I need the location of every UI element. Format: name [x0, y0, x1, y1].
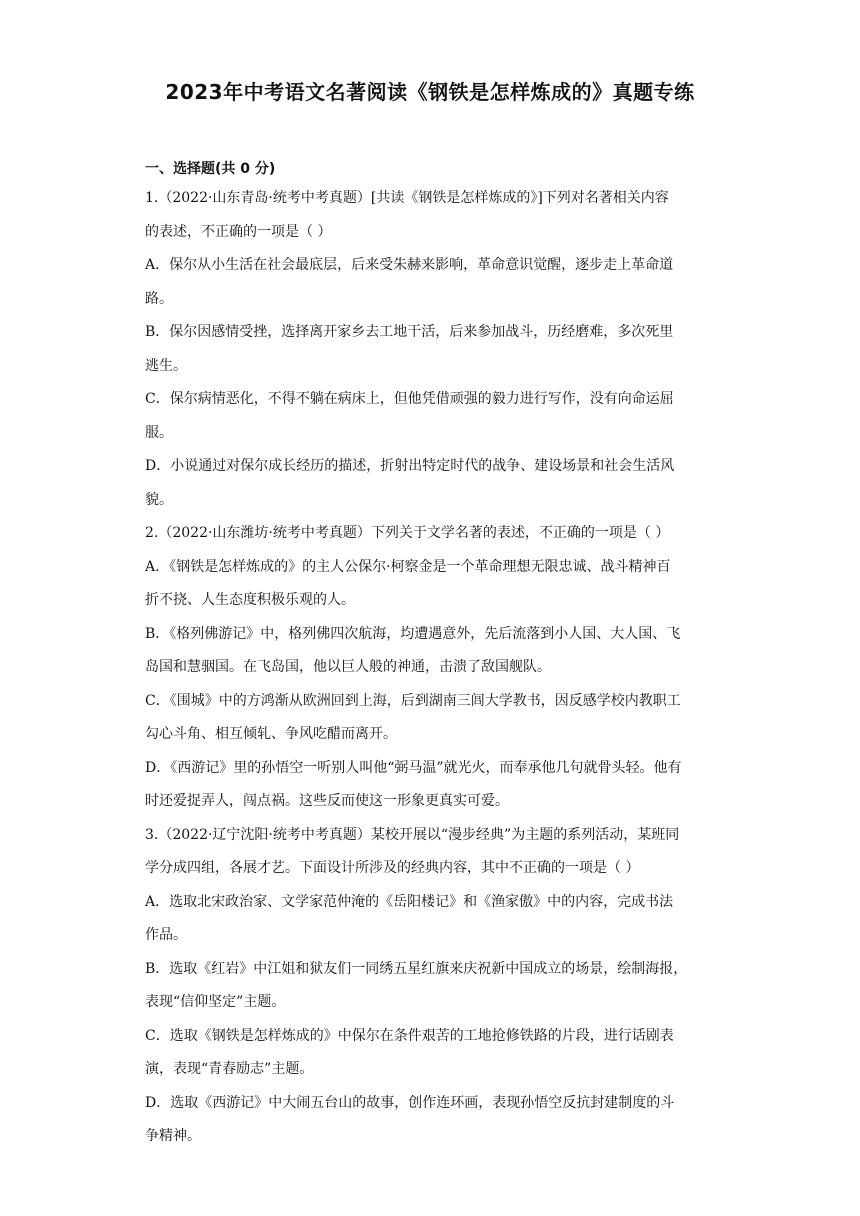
option-b-cont: 岛国和慧骃国。在飞岛国，他以巨人般的神通，击溃了敌国舰队。	[145, 659, 551, 675]
option-c-cont: 勾心斗角、相互倾轧、争风吃醋而离开。	[145, 726, 397, 742]
option-a: A．《钢铁是怎样炼成的》的主人公保尔·柯察金是一个革命理想无限忠诚、战斗精神百	[145, 558, 671, 575]
question-line: 3.（2022·辽宁沈阳·统考中考真题）某校开展以“漫步经典”为主题的系列活动，某班同	[145, 826, 680, 843]
option-a: A．选取北宋政治家、文学家范仲淹的《岳阳楼记》和《渔家傲》中的内容，完成书法	[145, 893, 674, 910]
option-c-cont: 演，表现“青春励志”主题。	[145, 1061, 314, 1077]
option-a-cont: 折不挠、人生态度积极乐观的人。	[145, 592, 355, 608]
option-a-cont: 路。	[145, 290, 173, 307]
option-c-cont: 服。	[145, 424, 173, 441]
question-line: 学分成四组，各展才艺。下面设计所涉及的经典内容，其中不正确的一项是（ ）	[145, 860, 640, 876]
option-b: B．保尔因感情受挫，选择离开家乡去工地干活，后来参加战斗，历经磨难，多次死里	[145, 324, 674, 340]
option-b: B．选取《红岩》中江姐和狱友们一同绣五星红旗来庆祝新中国成立的场景，绘制海报，	[145, 960, 688, 977]
option-d: D．小说通过对保尔成长经历的描述，折射出特定时代的战争、建设场景和社会生活风	[145, 458, 675, 474]
option-c: C．《围城》中的方鸿渐从欧洲回到上海，后到湖南三闾大学教书，因反感学校内教职工	[145, 692, 681, 709]
option-c: C．选取《钢铁是怎样炼成的》中保尔在条件艰苦的工地抢修铁路的片段，进行话剧表	[145, 1027, 674, 1044]
document-body	[145, 158, 720, 1154]
question-2	[145, 517, 720, 819]
option-b-cont: 逃生。	[145, 357, 187, 374]
section-heading: 一、选择题(共 0 分)	[145, 161, 276, 177]
page-title: 2023年中考语文名著阅读《钢铁是怎样炼成的》真题专练	[165, 80, 695, 104]
option-d-cont: 时还爱捉弄人，闯点祸。这些反而使这一形象更真实可爱。	[145, 793, 509, 809]
option-c: C．保尔病情恶化，不得不躺在病床上，但他凭借顽强的毅力进行写作，没有向命运屈	[145, 391, 674, 407]
option-d: D．选取《西游记》中大闹五台山的故事，创作连环画，表现孙悟空反抗封建制度的斗	[145, 1094, 675, 1111]
option-b-cont: 表现“信仰坚定”主题。	[145, 994, 286, 1010]
question-line: 1.（2022·山东青岛·统考中考真题）[共读《钢铁是怎样炼成的》]下列对名著相关内容	[145, 190, 669, 206]
option-b: B．《格列佛游记》中，格列佛四次航海，均遭遇意外，先后流落到小人国、大人国、飞	[145, 625, 681, 642]
option-a: A．保尔从小生活在社会最底层，后来受朱赫来影响，革命意识觉醒，逐步走上革命道	[145, 257, 674, 273]
option-d: D．《西游记》里的孙悟空一听别人叫他“弼马温”就光火，而奉承他几句就骨头轻。他有	[145, 759, 682, 776]
option-d-cont: 争精神。	[145, 1128, 201, 1144]
question-1	[145, 182, 720, 517]
question-line: 的表述，不正确的一项是（ ）	[145, 223, 332, 240]
question-3	[145, 819, 720, 1154]
option-d-cont: 貌。	[145, 491, 173, 508]
question-line: 2.（2022·山东潍坊·统考中考真题）下列关于文学名著的表述，不正确的一项是（ ）	[145, 525, 670, 541]
option-a-cont: 作品。	[145, 927, 187, 943]
